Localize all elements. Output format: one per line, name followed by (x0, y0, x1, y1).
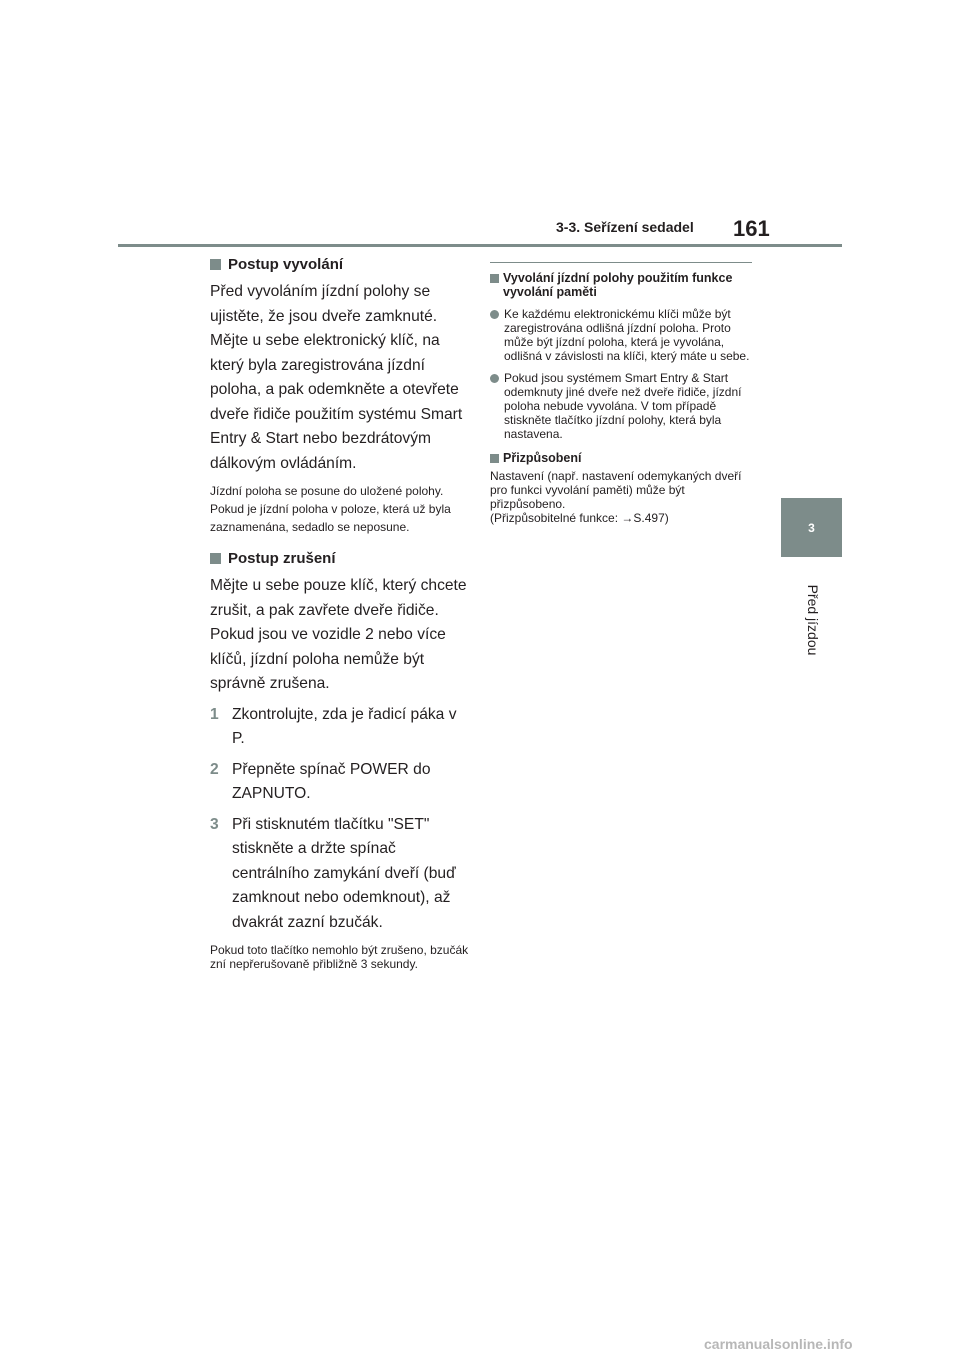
customization-heading-text: Přizpůsobení (503, 451, 582, 465)
cancel-note: Pokud toto tlačítko nemohlo být zrušeno, bzučák zní nepřerušovaně přibližně 3 sekundy. (210, 943, 469, 971)
round-bullet-icon (490, 310, 499, 319)
cancel-heading-text: Postup zrušení (228, 550, 336, 567)
square-bullet-icon (210, 553, 221, 564)
recall-heading-text: Postup vyvolání (228, 256, 344, 273)
customization-text: Nastavení (např. nastavení odemykaných dveří pro funkci vyvolání paměti) může být přizpůsobeno. (490, 469, 742, 511)
step-2 (210, 758, 472, 807)
step-number: 3 (210, 815, 219, 833)
section-title: 3-3. Seřízení sedadel (556, 219, 694, 235)
reference-prefix: (Přizpůsobitelné funkce: (490, 511, 622, 525)
square-bullet-icon (490, 274, 499, 283)
recall-note-2: Pokud je jízdní poloha v poloze, která už byla zaznamenána, sedadlo se neposune. (210, 502, 451, 534)
customization-heading (490, 451, 752, 465)
reference-page[interactable]: S.497) (633, 511, 669, 525)
bullet-text: Ke každému elektronickému klíči může být zaregistrována odlišná jízdní poloha. Proto může být jízdní poloha, která je vyvolána, odlišná v závislosti na klíči, který máte u sebe. (504, 307, 750, 363)
bullet-item (490, 307, 752, 363)
cancel-heading (210, 548, 472, 570)
step-text: Zkontrolujte, zda je řadicí páka v P. (232, 705, 457, 747)
header-rule (118, 244, 842, 247)
step-text: Při stisknutém tlačítku "SET" stiskněte a držte spínač centrálního zamykání dveří (buď zamknout nebo odemknout), až dvakrát zazní bzučák. (232, 815, 456, 931)
page-number: 161 (733, 216, 770, 241)
square-bullet-icon (490, 454, 499, 463)
column-rule (490, 262, 752, 263)
memory-recall-heading (490, 271, 752, 299)
cancel-text: Mějte u sebe pouze klíč, který chcete zrušit, a pak zavřete dveře řidiče. Pokud jsou ve vozidle 2 nebo více klíčů, jízdní poloha nemůže být správně zrušena. (210, 577, 467, 692)
customization-reference[interactable] (490, 511, 752, 525)
arrow-right-icon: → (621, 511, 634, 525)
watermark: carmanualsonline.info (704, 1336, 853, 1352)
square-bullet-icon (210, 259, 221, 270)
step-3 (210, 813, 472, 936)
recall-note-1: Jízdní poloha se posune do uložené polohy. (210, 484, 444, 498)
step-text: Přepněte spínač POWER do ZAPNUTO. (232, 760, 431, 802)
round-bullet-icon (490, 374, 499, 383)
chapter-tab[interactable] (781, 498, 842, 557)
left-column (210, 254, 472, 971)
step-number: 2 (210, 760, 219, 778)
chapter-name: Před jízdou (805, 584, 821, 656)
step-number: 1 (210, 705, 219, 723)
bullet-text: Pokud jsou systémem Smart Entry & Start odemknuty jiné dveře než dveře řidiče, jízdní poloha nebude vyvolána. V tom případě stiskněte tlačítko jízdní polohy, která byla nastavena. (504, 371, 742, 441)
chapter-number: 3 (808, 520, 815, 535)
recall-text: Před vyvoláním jízdní polohy se ujistěte, že jsou dveře zamknuté. Mějte u sebe elektronický klíč, na který byla zaregistrována jízdní poloha, a pak odemkněte a otevřete dveře řidiče použitím systému Smart Entry & Start nebo bezdrátovým dálkovým ovládáním. (210, 283, 463, 472)
memory-recall-heading-text: Vyvolání jízdní polohy použitím funkce vyvolání paměti (503, 271, 733, 299)
recall-heading (210, 254, 472, 276)
step-1 (210, 703, 472, 752)
right-column (490, 262, 752, 525)
bullet-item (490, 371, 752, 441)
